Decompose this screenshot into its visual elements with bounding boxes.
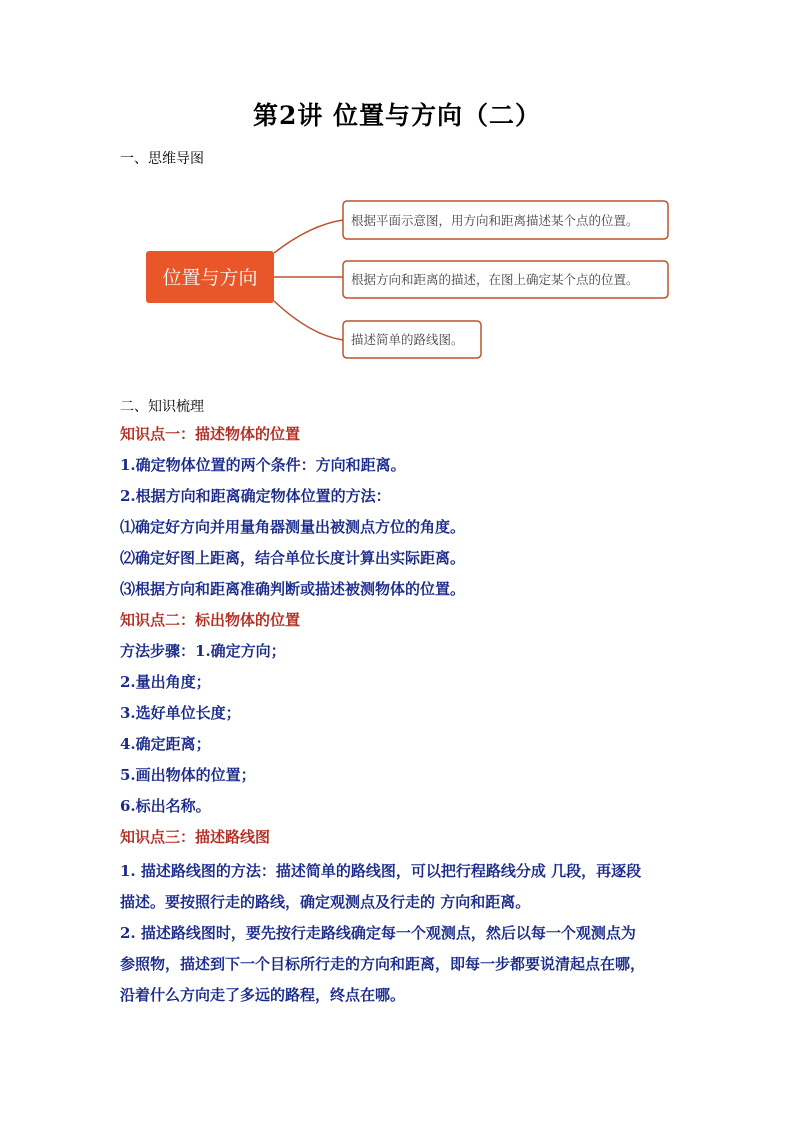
mindmap-center-text: 位置与方向 (162, 267, 258, 289)
kp1-line: 1.确定物体位置的两个条件：方向和距离。 (120, 456, 406, 474)
section-knowledge-heading: 二、知识梳理 (120, 399, 204, 415)
kp3-p1-line: 描述。要按照行走的路线，确定观测点及行走的 方向和距离。 (120, 893, 531, 911)
kp1-heading: 知识点一：描述物体的位置 (120, 425, 301, 443)
mindmap-branch-3-text: 描述简单的路线图。 (351, 332, 464, 347)
kp2-line: 3.选好单位长度； (120, 704, 241, 722)
kp1-line: ⑶根据方向和距离准确判断或描述被测物体的位置。 (120, 580, 466, 598)
kp3-p2-line: 参照物，描述到下一个目标所行走的方向和距离，即每一步都要说清起点在哪， (120, 955, 646, 973)
page-title: 第2讲 位置与方向（二） (252, 101, 542, 130)
mindmap-branch-2-text: 根据方向和距离的描述，在图上确定某个点的位置。 (351, 272, 639, 287)
kp3-paragraph-2 (120, 918, 680, 1011)
kp2-line: 方法步骤：1.确定方向； (120, 642, 286, 660)
kp3-p1-line: 1. 描述路线图的方法：描述简单的路线图，可以把行程路线分成 几段，再逐段 (120, 862, 642, 880)
mindmap-branch-1-text: 根据平面示意图，用方向和距离描述某个点的位置。 (351, 213, 639, 228)
knowledge-content (120, 419, 680, 1011)
kp3-heading: 知识点三：描述路线图 (120, 828, 271, 846)
connector-3 (274, 301, 343, 340)
kp2-heading: 知识点二：标出物体的位置 (120, 611, 301, 629)
kp3-paragraph-1 (120, 856, 680, 918)
kp2-line: 6.标出名称。 (120, 797, 211, 815)
kp3-p2-line: 沿着什么方向走了多远的路程，终点在哪。 (120, 986, 406, 1004)
kp2-line: 2.量出角度； (120, 673, 211, 691)
section-mindmap-heading: 一、思维导图 (120, 151, 204, 167)
kp1-line: 2.根据方向和距离确定物体位置的方法： (120, 487, 391, 505)
kp2-line: 4.确定距离； (120, 735, 211, 753)
kp1-line: ⑵确定好图上距离，结合单位长度计算出实际距离。 (120, 549, 466, 567)
mind-map (140, 195, 680, 370)
connector-1 (274, 220, 343, 253)
kp2-line: 5.画出物体的位置； (120, 766, 256, 784)
kp3-p2-line: 2. 描述路线图时，要先按行走路线确定每一个观测点，然后以每一个观测点为 (120, 924, 636, 942)
kp1-line: ⑴确定好方向并用量角器测量出被测点方位的角度。 (120, 518, 466, 536)
